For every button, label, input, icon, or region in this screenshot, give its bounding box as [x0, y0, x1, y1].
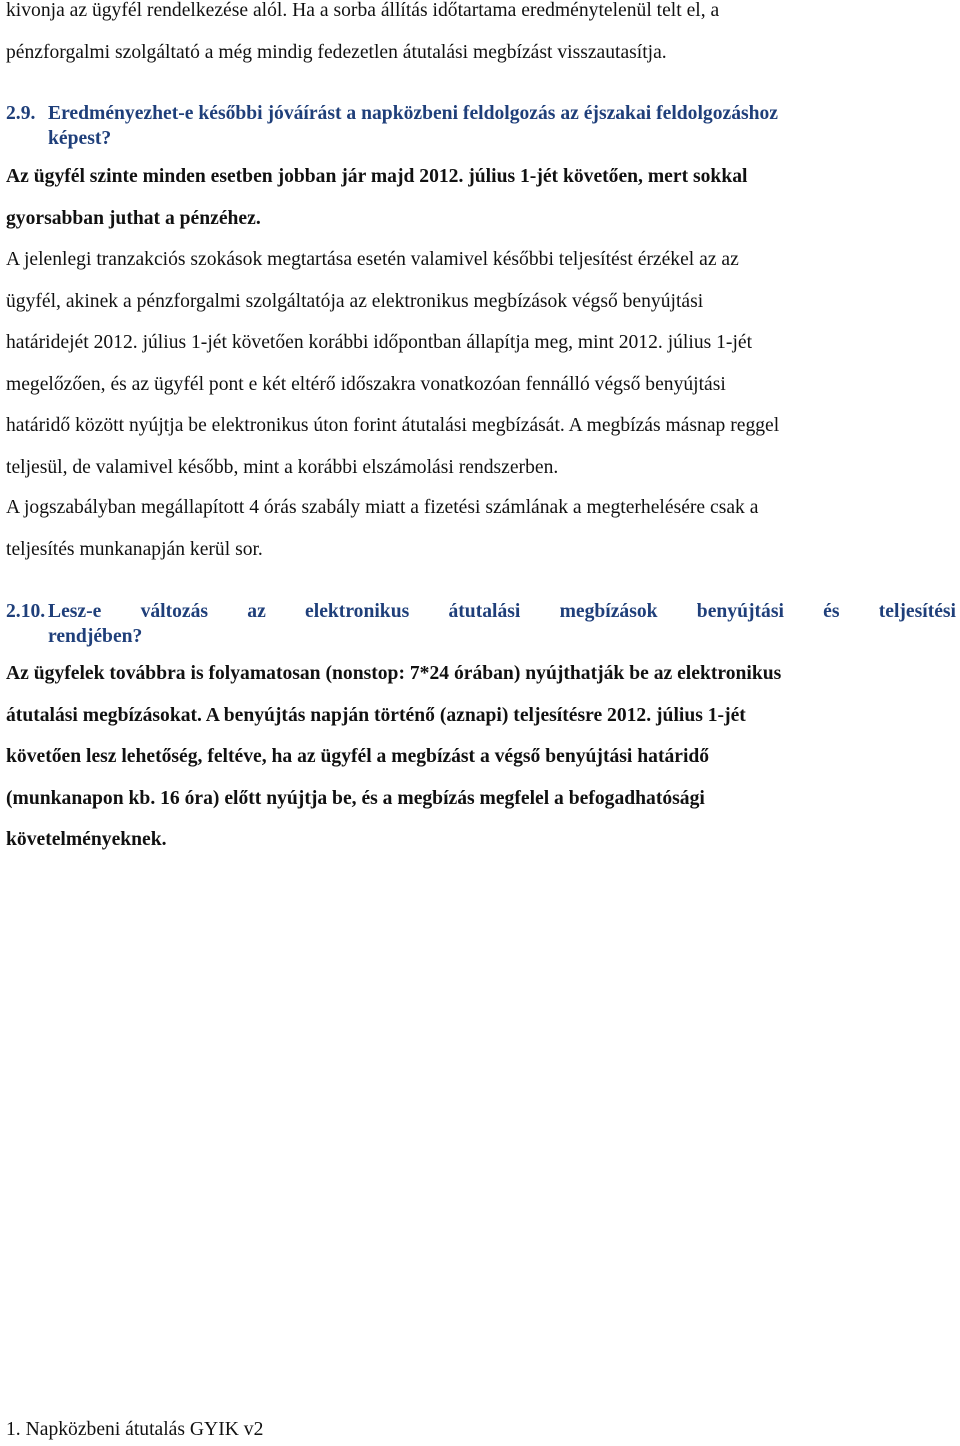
section-title-line: Lesz-e változás az elektronikus átutalási megbízások benyújtási és teljesítési	[48, 601, 956, 622]
section-title-line: képest?	[48, 128, 112, 149]
section-2-9-answer	[6, 156, 956, 239]
section-2-9-paragraph-1	[6, 239, 956, 488]
answer-line: követően lesz lehetőség, feltéve, ha az ügyfél a megbízást a végső benyújtási határidő	[6, 746, 710, 767]
paragraph-line: ügyfél, akinek a pénzforgalmi szolgáltatója az elektronikus megbízások végső benyújtási	[6, 290, 704, 312]
intro-paragraph	[6, 0, 956, 73]
section-2-9-heading	[6, 101, 956, 151]
paragraph-line: A jogszabályban megállapított 4 órás szabály miatt a fizetési számlának a megterhelésére csak a	[6, 497, 759, 518]
answer-line: (munkanapon kb. 16 óra) előtt nyújtja be, és a megbízás megfelel a befogadhatósági	[6, 787, 705, 809]
page-footer: 1. Napközbeni átutalás GYIK v2	[6, 1419, 264, 1440]
intro-line: pénzforgalmi szolgáltató a még mindig fedezetlen átutalási megbízást visszautasítja.	[6, 41, 667, 63]
paragraph-line: teljesítés munkanapján kerül sor.	[6, 538, 263, 560]
answer-line: gyorsabban juthat a pénzéhez.	[6, 207, 261, 229]
section-title	[48, 599, 956, 649]
section-2-9-paragraph-2	[6, 487, 956, 570]
section-2-10-heading	[6, 599, 956, 649]
intro-line: kivonja az ügyfél rendelkezése alól. Ha a sorba állítás időtartama eredménytelenül telt el, a	[6, 0, 720, 21]
section-number: 2.9.	[6, 103, 36, 124]
answer-line: Az ügyfelek továbbra is folyamatosan (nonstop: 7*24 órában) nyújthatják be az elektronikus	[6, 663, 782, 684]
section-2-10-answer	[6, 653, 956, 861]
paragraph-line: határidejét 2012. július 1-jét követően korábbi időpontban állapítja meg, mint 2012. július 1-jét	[6, 332, 753, 353]
section-title	[48, 101, 956, 151]
paragraph-line: A jelenlegi tranzakciós szokások megtartása esetén valamivel későbbi teljesítést érzékel az az	[6, 249, 739, 270]
answer-line: követelményeknek.	[6, 829, 167, 850]
section-title-line: Eredményezhet-e későbbi jóváírást a napközbeni feldolgozás az éjszakai feldolgozáshoz	[48, 103, 779, 124]
section-number: 2.10.	[6, 601, 46, 622]
answer-line: átutalási megbízásokat. A benyújtás napján történő (aznapi) teljesítésre 2012. július 1-jét	[6, 704, 746, 726]
paragraph-line: megelőzően, és az ügyfél pont e két eltérő időszakra vonatkozóan fennálló végső benyújtási	[6, 373, 726, 395]
answer-line: Az ügyfél szinte minden esetben jobban jár majd 2012. július 1-jét követően, mert sokkal	[6, 166, 748, 187]
section-title-line: rendjében?	[48, 626, 143, 647]
paragraph-line: teljesül, de valamivel később, mint a korábbi elszámolási rendszerben.	[6, 456, 559, 478]
paragraph-line: határidő között nyújtja be elektronikus úton forint átutalási megbízását. A megbízás másnap reggel	[6, 415, 780, 436]
